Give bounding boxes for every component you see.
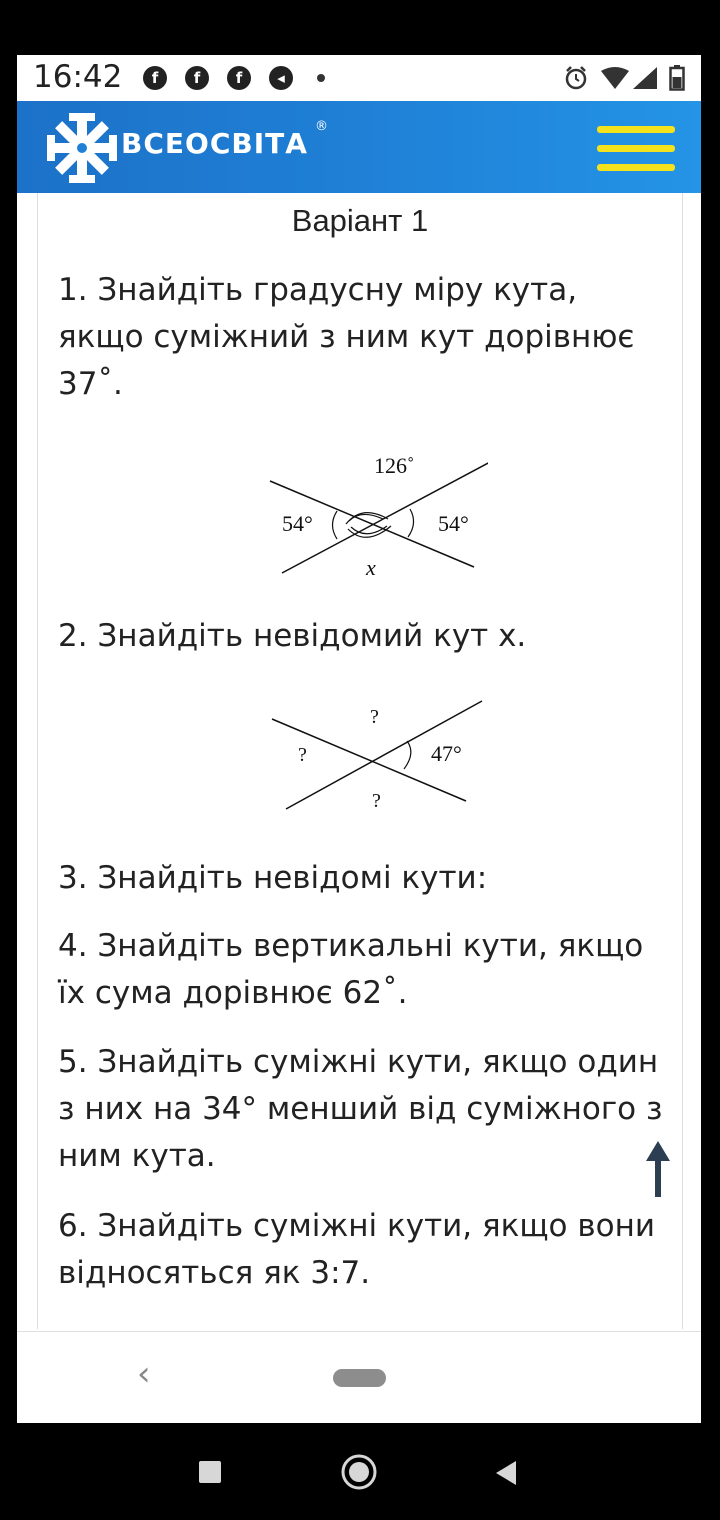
circle-icon[interactable]: [340, 1453, 378, 1491]
angle-label-right: 47°: [431, 741, 462, 766]
signal-icon: [633, 67, 657, 89]
menu-bar: [597, 126, 675, 133]
arrow-up-icon[interactable]: [644, 1139, 672, 1199]
triangle-back-icon[interactable]: [494, 1460, 518, 1486]
megaphone-icon: ◂: [269, 66, 293, 90]
site-header: [17, 101, 701, 193]
question-6: 6. Знайдіть суміжні кути, якщо вони відносяться як 3:7.: [58, 1208, 656, 1291]
browser-nav-bar: [17, 1331, 701, 1423]
hamburger-menu-button[interactable]: [597, 126, 675, 172]
chevron-left-icon[interactable]: ‹: [137, 1354, 151, 1394]
question-4: 4. Знайдіть вертикальні кути, якщо їх сума дорівнює 62˚.: [58, 928, 644, 1011]
wifi-icon: [601, 67, 629, 89]
snowflake-logo-icon[interactable]: [45, 111, 119, 185]
battery-icon: [669, 65, 685, 91]
registered-mark: ®: [315, 119, 328, 134]
alarm-icon: [563, 65, 589, 91]
variant-title: Варіант 1: [291, 203, 429, 238]
logo-text[interactable]: ВСЕОСВІТА: [121, 127, 308, 160]
angle-label-top: ?: [370, 706, 379, 728]
angle-label-left: ?: [298, 744, 307, 766]
question-1: 1. Знайдіть градусну міру кута, якщо суміжний з ним кут дорівнює 37˚.: [58, 272, 635, 402]
angle-label-left: 54°: [282, 511, 313, 536]
angle-label-bottom: x: [366, 555, 376, 577]
home-pill-icon[interactable]: [333, 1369, 386, 1387]
question-5: 5. Знайдіть суміжні кути, якщо один з них на 34° менший від суміжного з ним кута.: [58, 1044, 663, 1174]
facebook-icon: f: [185, 66, 209, 90]
dot-icon: [317, 74, 325, 82]
phone-screen: [17, 55, 701, 1423]
square-icon[interactable]: [198, 1460, 222, 1484]
menu-bar: [597, 145, 675, 152]
diagram-angles-1: [258, 449, 488, 577]
angle-label-top: 126˚: [374, 453, 415, 478]
question-3: 3. Знайдіть невідомі кути:: [58, 860, 488, 896]
diagram-angles-2: [256, 693, 486, 817]
article-content: [37, 193, 683, 1329]
question-2: 2. Знайдіть невідомий кут x.: [58, 618, 527, 654]
system-nav-bar: [0, 1423, 720, 1520]
facebook-icon: f: [227, 66, 251, 90]
menu-bar: [597, 164, 675, 171]
facebook-icon: f: [143, 66, 167, 90]
angle-label-bottom: ?: [372, 790, 381, 812]
status-bar: [17, 55, 701, 101]
angle-label-right: 54°: [438, 511, 469, 536]
status-time: 16:42: [33, 59, 123, 95]
